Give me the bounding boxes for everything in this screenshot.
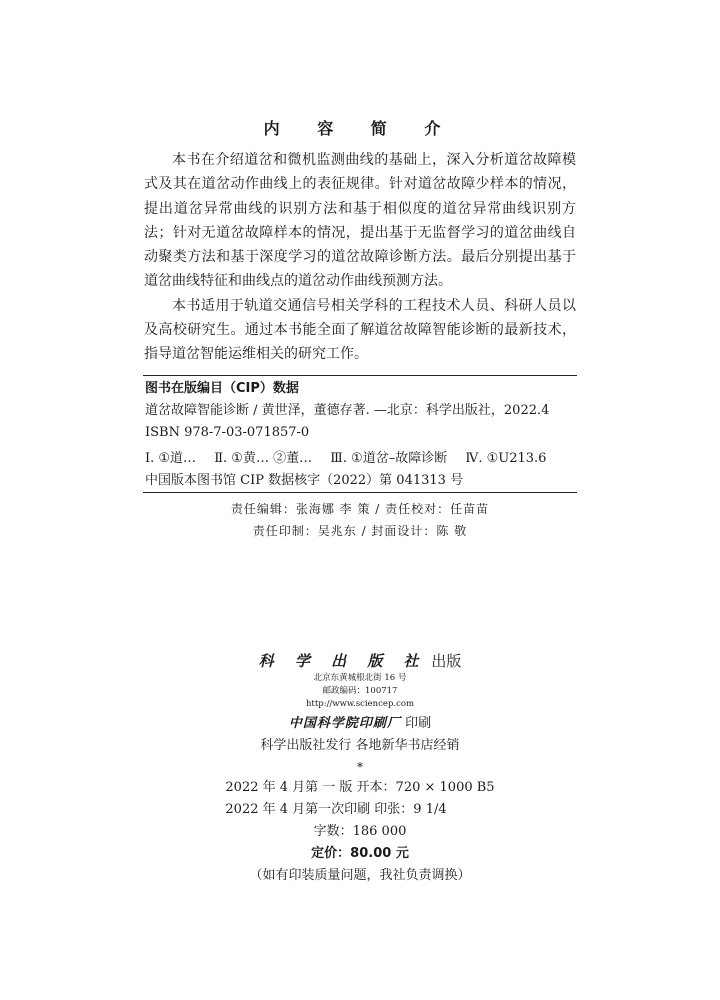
cip-record: 中国版本图书馆 CIP 数据核字（2022）第 041313 号 [145,473,464,488]
distribution-line: 科学出版社发行 各地新华书店经销 [260,738,460,753]
printing-line: 2022 年 4 月第一次印刷 印张：9 1/4 [225,802,447,817]
intro-paragraph-1: 本书在介绍道岔和微机监测曲线的基础上，深入分析道岔故障模式及其在道岔动作曲线上的表征规律。针对道岔故障少样本的情况，提出道岔异常曲线的识别方法和基于相似度的道岔异常曲线识别方法；针对无道岔故障样本的情况，提出基于无监督学习的道岔曲线自动聚类方法和基于深度学习的道岔故障诊断方法。最后分别提出基于道岔曲线特征和曲线点的道岔动作曲线预测方法。 [144,152,576,290]
credits-line-2: 责任印制：吴兆东 / 封面设计：陈 敬 [252,524,468,538]
cip-class-3: Ⅲ. ①道岔–故障诊断 [330,451,448,466]
cip-block [143,375,577,493]
publisher-postcode: 邮政编码：100717 [322,686,398,696]
cip-isbn: ISBN 978-7-03-071857-0 [145,425,310,440]
credits-block [0,498,720,542]
publisher-suffix: 出版 [431,652,462,670]
publisher-line [0,650,720,672]
printer-line [0,713,720,735]
intro-text [144,148,576,367]
cip-classifications [145,448,577,470]
printer-suffix: 印刷 [405,716,432,731]
word-count: 字数：186 000 [313,824,407,839]
cip-class-1: Ⅰ. ①道… [145,451,197,466]
cip-heading: 图书在版编目（CIP）数据 [145,381,299,396]
cip-class-4: Ⅳ. ①U213.6 [465,451,547,466]
separator-star: * [357,760,363,774]
intro-paragraph-2: 本书适用于轨道交通信号相关学科的工程技术人员、科研人员以及高校研究生。通过本书能全面了解道岔故障智能诊断的最新技术，指导道岔智能运维相关的研究工作。 [144,297,576,363]
publisher-name: 科 学 出 版 社 [258,652,427,670]
publisher-address: 北京东黄城根北街 16 号 [313,673,407,683]
cip-title-line: 道岔故障智能诊断 / 黄世泽，董德存著. —北京：科学出版社，2022.4 [145,403,550,418]
edition-line: 2022 年 4 月第 一 版 开本：720 × 1000 B5 [225,780,495,795]
publisher-website: http://www.sciencep.com [305,699,415,709]
credits-line-1: 责任编辑：张海娜 李 策 / 责任校对：任苗苗 [230,502,490,516]
section-title: 内 容 简 介 [263,119,457,138]
cip-class-2: Ⅱ. ①黄… ②董… [214,451,313,466]
edition-block [225,777,494,821]
quality-note: （如有印装质量问题，我社负责调换） [249,868,471,883]
colophon-block [0,650,720,887]
printer-name: 中国科学院印刷厂 [288,716,401,731]
price: 定价：80.00 元 [311,846,409,861]
